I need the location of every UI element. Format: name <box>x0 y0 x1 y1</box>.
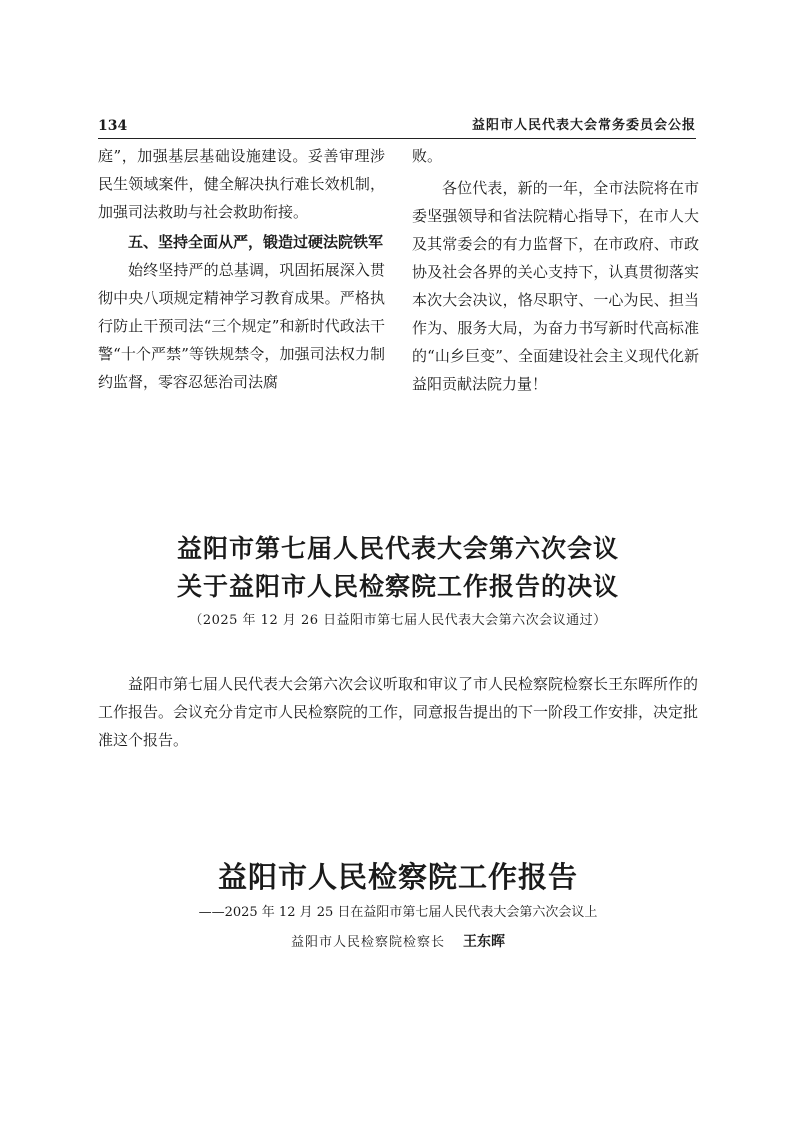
resolution-subtitle: （2025 年 12 月 26 日益阳市第七届人民代表大会第六次会议通过） <box>189 613 607 628</box>
report-subtitle: ——2025 年 12 月 25 日在益阳市第七届人民代表大会第六次会议上 <box>198 905 598 920</box>
resolution-body: 益阳市第七届人民代表大会第六次会议听取和审议了市人民检察院检察长王东晖所作的工作报告。会议充分肯定市人民检察院的工作，同意报告提出的下一阶段工作安排，决定批准这个报告。 <box>98 675 699 749</box>
left-column <box>98 142 385 396</box>
resolution-heading <box>98 530 698 632</box>
left-paragraph-1: 庭”，加强基层基础设施建设。妥善审理涉民生领域案件，健全解决执行难长效机制，加强司法救助与社会救助衔接。 <box>98 147 385 221</box>
right-paragraph-1: 败。 <box>412 147 443 165</box>
right-column <box>412 142 699 398</box>
author-name: 王东晖 <box>463 934 505 950</box>
report-title: 益阳市人民检察院工作报告 <box>217 860 578 894</box>
header-rule <box>98 138 696 139</box>
author-title: 益阳市人民检察院检察长 <box>290 935 445 950</box>
page-header <box>98 116 696 138</box>
right-paragraph-2: 各位代表，新的一年，全市法院将在市委坚强领导和省法院精心指导下，在市人大及其常委会的有力监督下，在市政府、市政协及社会各界的关心支持下，认真贯彻落实本次大会决议，恪尽职守、一心为民、担当作为、服务大局，为奋力书写新时代高标准的“山乡巨变”、全面建设社会主义现代化新益阳贡献法院力量！ <box>412 179 699 393</box>
report-heading <box>98 856 698 955</box>
report-author <box>98 930 698 955</box>
resolution-title-line-2: 关于益阳市人民检察院工作报告的决议 <box>176 572 619 601</box>
journal-title: 益阳市人民代表大会常务委员会公报 <box>471 118 696 133</box>
page-number: 134 <box>98 118 128 134</box>
section-heading: 五、坚持全面从严，锻造过硬法院铁军 <box>128 233 384 251</box>
resolution-title-line-1: 益阳市第七届人民代表大会第六次会议 <box>176 534 619 563</box>
left-paragraph-2: 始终坚持严的总基调，巩固拓展深入贯彻中央八项规定精神学习教育成果。严格执行防止干预司法“三个规定”和新时代政法干警“十个严禁”等铁规禁令，加强司法权力制约监督，零容忍惩治司法腐 <box>98 261 385 391</box>
